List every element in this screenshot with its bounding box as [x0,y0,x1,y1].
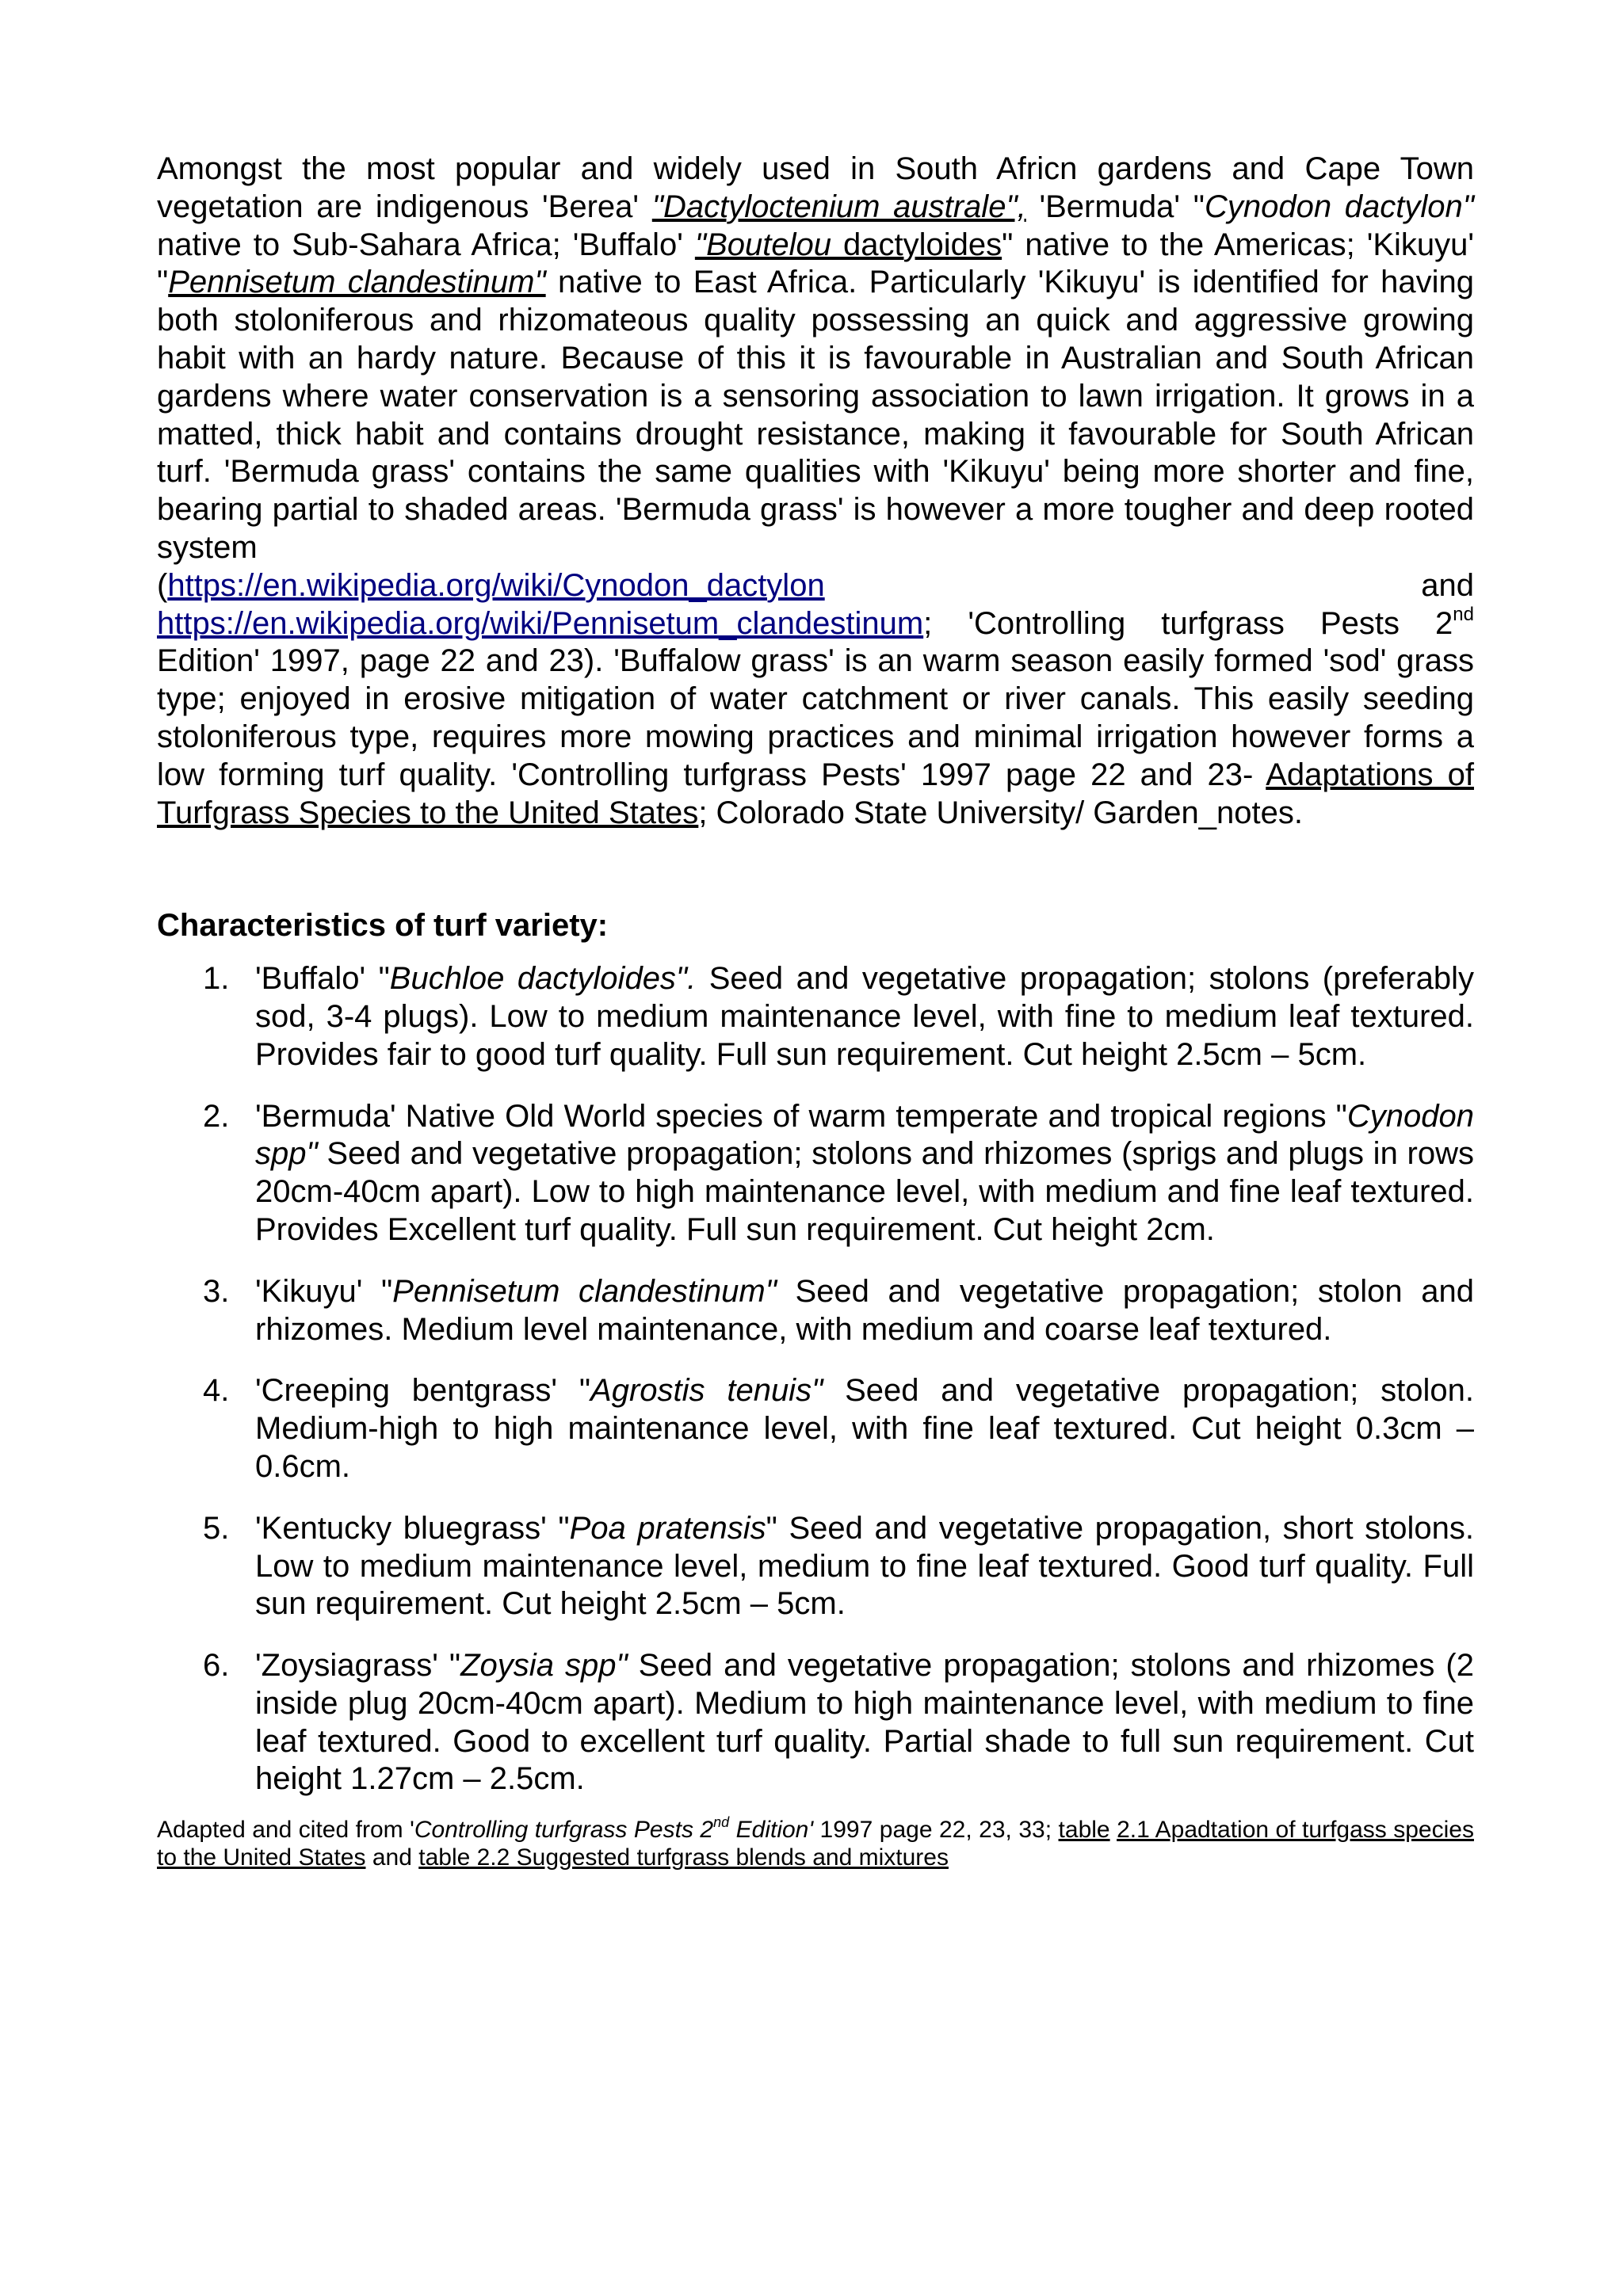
intro-paragraph [157,151,1474,567]
item-species: Pennisetum clandestinum" [392,1273,777,1309]
species-buffalo-epithet: dactyloides [831,227,1002,262]
list-number: 4. [203,1373,230,1409]
intro-text: Amongst the most popular and widely used in South Africn gardens and Cape Town vegetation are indigenous 'Berea' [157,151,1474,224]
item-species: Zoysia spp" [460,1648,628,1684]
species-berea: "Dactyloctenium australe", [651,189,1026,224]
footnote-superscript: nd [713,1814,730,1831]
paren-open: ( [157,567,168,603]
item-text: 'Kentucky bluegrass' " [255,1510,570,1546]
list-number: 2. [203,1098,230,1134]
item-text: Seed and vegetative propagation; stolons (preferably sod, 3-4 plugs). Low to medium maintenance level, with fine to medium leaf textured. Provides fair to good turf quality. Full sun requirement. Cut height 2.5cm – 5cm. [255,961,1474,1072]
intro-text: ; Colorado State University/ Garden_notes. [698,795,1303,830]
intro-text: and [824,567,1474,603]
species-kikuyu: Pennisetum clandestinum" [168,265,546,300]
footnote-table-2-1: 2.1 Apadtation of turfgass species to the United States [157,1817,1474,1871]
document-page [157,151,1474,1871]
list-item [157,1372,1474,1486]
list-item [157,1098,1474,1249]
item-text: Seed and vegetative propagation; stolon and rhizomes. Medium level maintenance, with medium and coarse leaf textured. [255,1273,1474,1347]
footnote-text: 1997 page 22, 23, 33; [813,1817,1059,1844]
species-bermuda: Cynodon dactylon" [1204,189,1474,224]
item-text: 'Kikuyu' " [255,1273,393,1309]
footnote [157,1816,1474,1871]
item-text: 'Creeping bentgrass' " [255,1373,591,1409]
intro-text: native to Sub-Sahara Africa; 'Buffalo' [157,227,695,262]
item-text: " Seed and vegetative propagation, short stolons. Low to medium maintenance level, medium to fine leaf textured. Good turf quality. Full sun requirement. Cut height 2.5cm – 5cm. [255,1510,1475,1622]
intro-text: " native to the Americas; 'Kikuyu' " [157,227,1475,300]
list-number: 6. [203,1648,230,1684]
item-text: Seed and vegetative propagation; stolons and rhizomes (sprigs and plugs in rows 20cm-40cm apart). Low to high maintenance level, with medium and fine leaf textured. Provides Excellent turf quality. Full sun requirement. Cut height 2cm. [255,1136,1474,1247]
item-text: 'Buffalo' " [255,961,390,997]
intro-continuation [157,605,1474,833]
item-text: Seed and vegetative propagation; stolons and rhizomes (2 inside plug 20cm-40cm apart). Medium to high maintenance level, with medium to fine leaf textured. Good to excellent turf quality. Partial shade to full sun requirement. Cut height 1.27cm – 2.5cm. [255,1648,1474,1797]
list-number: 1. [203,961,230,997]
item-text: 'Zoysiagrass' " [255,1648,461,1684]
links-line [157,567,1474,605]
item-species: Buchloe dactyloides". [389,961,697,997]
list-item [157,960,1474,1074]
list-item [157,1273,1474,1349]
item-species: Poa pratensis [569,1510,766,1546]
cynodon-link[interactable]: https://en.wikipedia.org/wiki/Cynodon_dactylon [167,567,825,603]
adaptations-reference: Adaptations of Turfgrass Species to the United States [157,757,1474,830]
list-item [157,1647,1474,1798]
list-number: 3. [203,1273,230,1309]
intro-text: Edition' 1997, page 22 and 23). 'Buffalow grass' is an warm season easily formed 'sod' grass type; enjoyed in erosive mitigation of water catchment or river canals. This easily seeding stoloniferous type, requires more mowing practices and minimal irrigation however forms a low forming turf quality. 'Controlling turfgrass Pests' 1997 page 22 and 23- [157,643,1474,792]
intro-text: native to East Africa. Particularly 'Kikuyu' is identified for having both stoloniferous and rhizomateous quality possessing an quick and aggressive growing habit with an hardy nature. Because of this it is favourable in Australian and South African gardens where water conservation is a sensoring association to lawn irrigation. It grows in a matted, thick habit and contains drought resistance, making it favourable for South African turf. 'Bermuda grass' contains the same qualities with 'Kikuyu' being more shorter and fine, bearing partial to shaded areas. 'Bermuda grass' is however a more tougher and deep rooted system [157,265,1474,565]
section-heading: Characteristics of turf variety: [157,908,609,944]
species-buffalo-genus: "Boutelou [694,227,831,262]
item-text: 'Bermuda' Native Old World species of warm temperate and tropical regions " [255,1098,1347,1134]
intro-text: 'Bermuda' " [1025,189,1205,224]
item-text: Seed and vegetative propagation; stolon. Medium-high to high maintenance level, with fine leaf textured. Cut height 0.3cm – 0.6cm. [255,1373,1474,1484]
footnote-text: Adapted and cited from ' [157,1817,414,1844]
superscript-nd: nd [1453,604,1474,626]
intro-text: ; 'Controlling turfgrass Pests 2 [923,605,1453,641]
list-item [157,1510,1474,1623]
list-number: 5. [203,1510,230,1546]
footnote-text [1110,1817,1117,1843]
footnote-text: and [365,1844,419,1871]
item-species: Agrostis tenuis" [590,1373,823,1409]
pennisetum-link[interactable]: https://en.wikipedia.org/wiki/Pennisetum_clandestinum [157,605,924,641]
item-species: Cynodon spp" [255,1098,1474,1172]
turf-variety-list [157,960,1474,1798]
footnote-book-title: Controlling turfgrass Pests 2 [414,1817,714,1844]
footnote-table-ref: table [1058,1817,1110,1844]
footnote-book-title: Edition' [729,1817,814,1844]
footnote-table-2-2: table 2.2 Suggested turfgrass blends and mixtures [418,1844,949,1871]
